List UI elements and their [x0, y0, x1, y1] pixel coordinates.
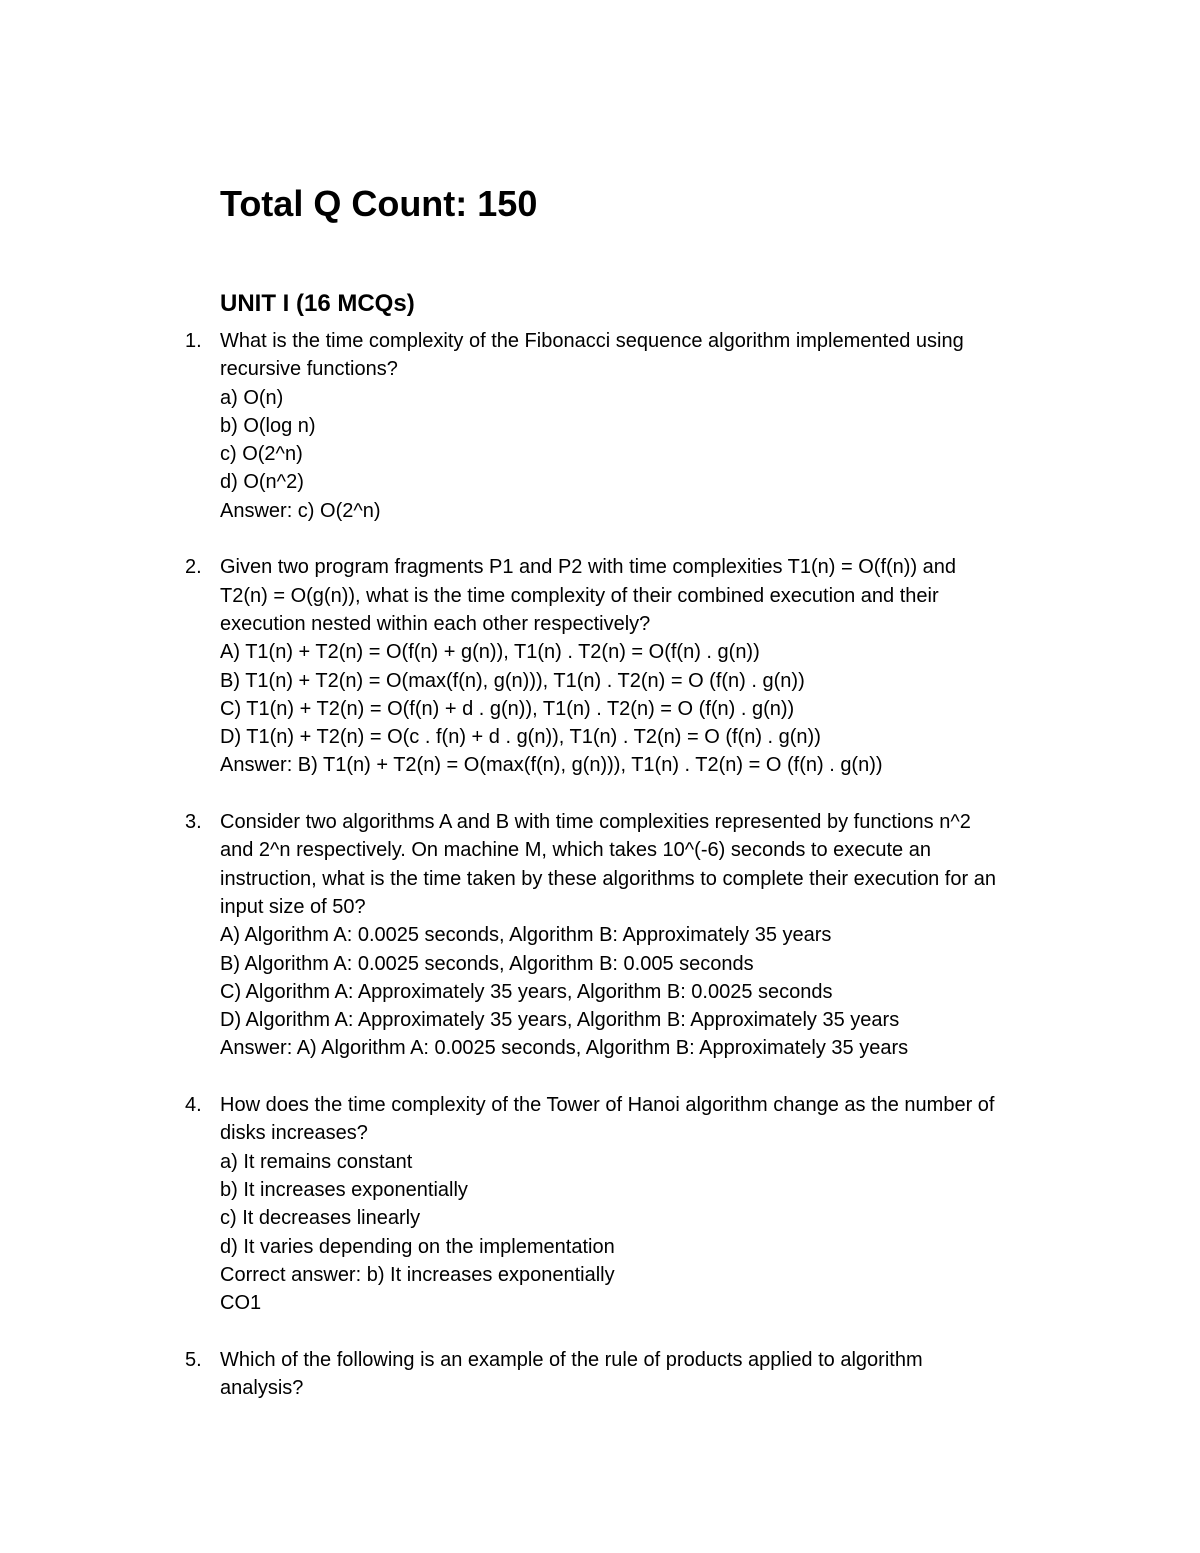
question-line: analysis? — [220, 1376, 304, 1399]
question-item — [0, 553, 1200, 779]
question-body — [220, 327, 1070, 525]
question-line: d) It varies depending on the implementation — [220, 1235, 615, 1258]
question-line: Answer: A) Algorithm A: 0.0025 seconds, Algorithm B: Approximately 35 years — [220, 1037, 909, 1060]
question-line: recursive functions? — [220, 358, 398, 381]
question-body — [220, 808, 1070, 1063]
question-line: input size of 50? — [220, 895, 366, 918]
question-line: How does the time complexity of the Tower of Hanoi algorithm change as the number of — [220, 1094, 995, 1117]
question-line: B) T1(n) + T2(n) = O(max(f(n), g(n))), T1(n) . T2(n) = O (f(n) . g(n)) — [220, 669, 805, 692]
question-number: 2. — [185, 556, 202, 579]
question-item — [0, 1091, 1200, 1317]
question-item — [0, 808, 1200, 1063]
question-line: instruction, what is the time taken by these algorithms to complete their execution for an — [220, 867, 996, 890]
question-list — [0, 327, 1200, 1431]
question-line: and 2^n respectively. On machine M, which takes 10^(-6) seconds to execute an — [220, 839, 931, 862]
question-line: A) Algorithm A: 0.0025 seconds, Algorithm B: Approximately 35 years — [220, 924, 832, 947]
question-line: D) Algorithm A: Approximately 35 years, Algorithm B: Approximately 35 years — [220, 1009, 900, 1032]
question-line: a) It remains constant — [220, 1150, 413, 1173]
question-line: d) O(n^2) — [220, 471, 304, 494]
question-line: Consider two algorithms A and B with time complexities represented by functions n^2 — [220, 811, 971, 834]
question-line: CO1 — [220, 1292, 262, 1315]
question-line: c) It decreases linearly — [220, 1207, 421, 1230]
question-line: disks increases? — [220, 1122, 368, 1145]
page-title: Total Q Count: 150 — [220, 183, 538, 224]
question-item — [0, 327, 1200, 525]
question-line: Given two program fragments P1 and P2 with time complexities T1(n) = O(f(n)) and — [220, 556, 957, 579]
question-number: 4. — [185, 1094, 202, 1117]
question-line: a) O(n) — [220, 386, 284, 409]
question-line: execution nested within each other respectively? — [220, 612, 651, 635]
question-line: B) Algorithm A: 0.0025 seconds, Algorithm B: 0.005 seconds — [220, 952, 754, 975]
question-line: Which of the following is an example of the rule of products applied to algorithm — [220, 1348, 923, 1371]
question-line: What is the time complexity of the Fibonacci sequence algorithm implemented using — [220, 330, 964, 352]
question-line: T2(n) = O(g(n)), what is the time complexity of their combined execution and their — [220, 584, 939, 607]
question-line: Correct answer: b) It increases exponentially — [220, 1263, 615, 1286]
question-line: Answer: c) O(2^n) — [220, 499, 381, 522]
question-number: 5. — [185, 1348, 202, 1371]
question-body — [220, 553, 1070, 779]
question-line: C) Algorithm A: Approximately 35 years, Algorithm B: 0.0025 seconds — [220, 980, 833, 1003]
question-line: b) It increases exponentially — [220, 1178, 468, 1201]
question-number: 3. — [185, 811, 202, 834]
question-line: D) T1(n) + T2(n) = O(c . f(n) + d . g(n)), T1(n) . T2(n) = O (f(n) . g(n)) — [220, 726, 821, 749]
question-line: Answer: B) T1(n) + T2(n) = O(max(f(n), g(n))), T1(n) . T2(n) = O (f(n) . g(n)) — [220, 754, 883, 777]
question-line: c) O(2^n) — [220, 443, 303, 466]
unit-heading: UNIT I (16 MCQs) — [220, 290, 415, 317]
question-body — [220, 1346, 1070, 1403]
question-line: A) T1(n) + T2(n) = O(f(n) + g(n)), T1(n) . T2(n) = O(f(n) . g(n)) — [220, 641, 760, 664]
question-number: 1. — [185, 330, 202, 352]
question-item — [0, 1346, 1200, 1403]
question-body — [220, 1091, 1070, 1317]
question-line: b) O(log n) — [220, 414, 316, 437]
question-line: C) T1(n) + T2(n) = O(f(n) + d . g(n)), T1(n) . T2(n) = O (f(n) . g(n)) — [220, 697, 795, 720]
